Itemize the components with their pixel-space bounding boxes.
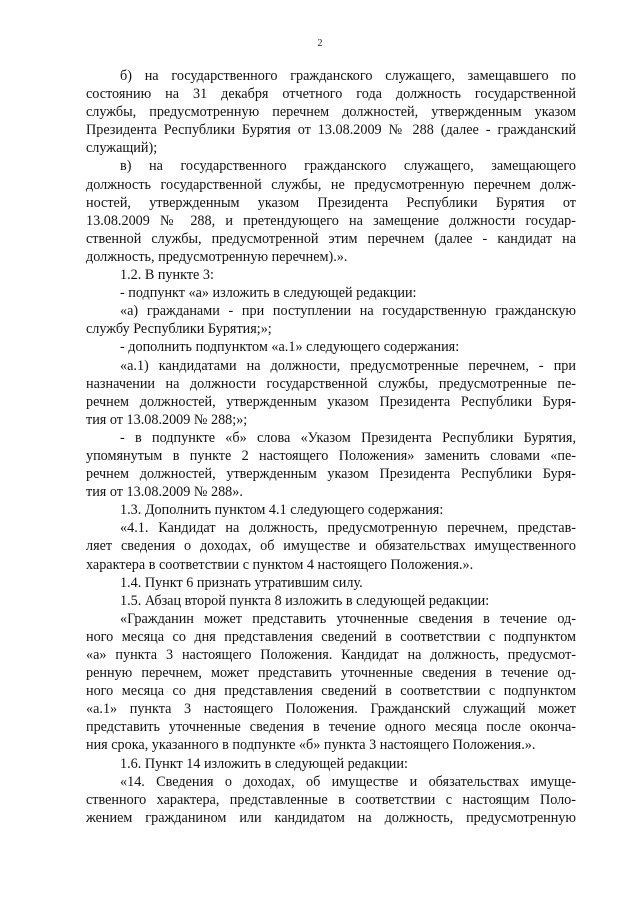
text-line: 13.08.2009 № 288, и претендующего на замещение должности государ- xyxy=(86,212,576,229)
text-line: 1.3. Дополнить пунктом 4.1 следующего содержания: xyxy=(120,502,444,519)
text-line: «а» пункта 3 настоящего Положения. Кандидат на должность, предусмот- xyxy=(86,647,576,663)
text-line: 1.5. Абзац второй пункта 8 изложить в следующей редакции: xyxy=(120,592,490,609)
text-line: службы, предусмотренную перечнем должностей, утвержденным указом xyxy=(86,104,576,121)
text-line: речнем должностей, утвержденным указом Президента Республики Буря- xyxy=(86,393,576,410)
text-line: 1.4. Пункт 6 признать утратившим силу. xyxy=(120,574,363,591)
text-line: «а.1) кандидатами на должности, предусмотренные перечнем, - при xyxy=(120,357,576,374)
text-line: ственного характера, представленные в соответствии с настоящим Поло- xyxy=(86,791,576,808)
text-line: 1.6. Пункт 14 изложить в следующей редакции: xyxy=(120,755,408,772)
text-line: ния срока, указанного в подпункте «б» пункта 3 настоящего Положения.». xyxy=(86,737,536,754)
text-line: жением гражданином или кандидатом на должность, предусмотренную xyxy=(86,809,576,826)
text-line: представить уточненные сведения в течение одного месяца после оконча- xyxy=(86,719,576,736)
text-line: «14. Сведения о доходах, об имуществе и обязательствах имуще- xyxy=(120,773,576,790)
text-line: - дополнить подпунктом «а.1» следующего содержания: xyxy=(120,339,460,356)
text-line: - в подпункте «б» слова «Указом Президента Республики Бурятия, xyxy=(120,429,576,446)
text-line: ренную перечнем, может представить уточненные сведения в течение од- xyxy=(86,665,576,682)
text-line: речнем должностей, утвержденным указом Президента Республики Буря- xyxy=(86,466,576,483)
page-number: 2 xyxy=(317,38,323,49)
text-line: б) на государственного гражданского служащего, замещавшего по xyxy=(120,68,576,84)
text-line: должность государственной службы, не предусмотренную перечнем долж- xyxy=(86,176,576,193)
text-line: 1.2. В пункте 3: xyxy=(120,267,214,284)
text-line: Президента Республики Бурятия от 13.08.2009 № 288 (далее - гражданский xyxy=(86,122,576,139)
text-line: ственной службы, предусмотренной этим перечнем (далее - кандидат на xyxy=(86,230,576,247)
text-line: служащий); xyxy=(86,140,158,157)
text-line: ного месяца со дня представления сведений в соответствии с подпунктом xyxy=(86,628,576,645)
text-line: упомянутым в пункте 2 настоящего Положения» заменить словами «пе- xyxy=(86,447,576,464)
text-line: в) на государственного гражданского служащего, замещающего xyxy=(120,158,576,175)
text-line: «Гражданин может представить уточненные сведения в течение од- xyxy=(120,610,576,627)
text-line: тия от 13.08.2009 № 288;»; xyxy=(86,411,248,428)
document-body xyxy=(86,67,576,827)
text-line: «4.1. Кандидат на должность, предусмотренную перечнем, представ- xyxy=(120,520,576,537)
text-line: состоянию на 31 декабря отчетного года должность государственной xyxy=(86,86,576,103)
text-line: ляет сведения о доходах, об имуществе и обязательствах имущественного xyxy=(86,538,576,555)
text-line: тия от 13.08.2009 № 288». xyxy=(86,484,243,501)
text-line: ного месяца со дня представления сведений в соответствии с подпунктом xyxy=(86,683,576,700)
text-line: ностей, утвержденным указом Президента Республики Бурятия от xyxy=(86,194,576,211)
text-line: должность, предусмотренную перечнем).». xyxy=(86,248,348,265)
text-line: «а) гражданами - при поступлении на государственную гражданскую xyxy=(120,303,576,320)
text-line: характера в соответствии с пунктом 4 настоящего Положения.». xyxy=(86,556,474,573)
text-line: «а.1» пункта 3 настоящего Положения. Гражданский служащий может xyxy=(86,701,576,718)
text-line: - подпункт «а» изложить в следующей редакции: xyxy=(120,285,417,302)
text-line: службу Республики Бурятия;»; xyxy=(86,321,272,338)
text-line: назначении на должности государственной службы, предусмотренные пе- xyxy=(86,375,576,392)
